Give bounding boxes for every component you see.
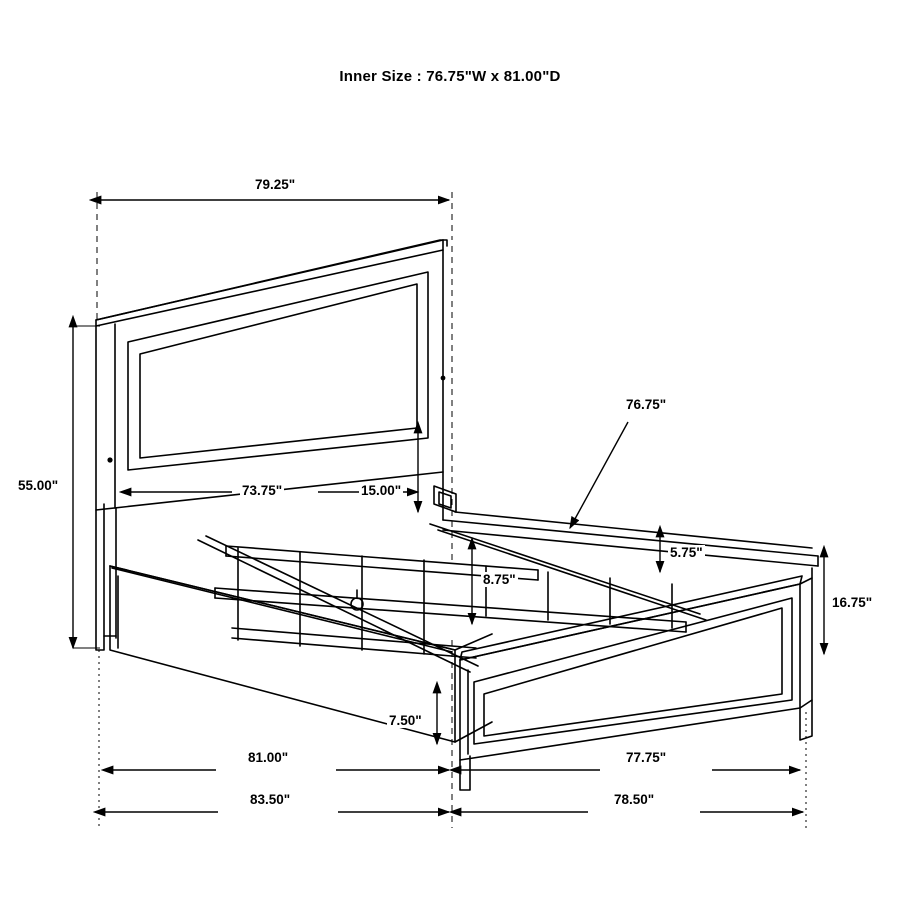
- extension-lines: [97, 192, 806, 828]
- dimension-label-headboard-width: 79.25": [255, 177, 296, 192]
- dimension-label-side-rail-length: 81.00": [248, 750, 289, 765]
- dimension-label-clearance: 7.50": [389, 713, 422, 728]
- dimension-label-rail-to-top-rail: 15.00": [361, 483, 402, 498]
- dimension-label-slat-depth: 76.75": [626, 397, 667, 412]
- dimension-label-headboard-panel-width: 73.75": [242, 483, 283, 498]
- dimension-label-overall-length: 83.50": [250, 792, 291, 807]
- dimension-label-overall-width: 78.50": [614, 792, 655, 807]
- bed-drawing: [96, 240, 818, 790]
- dimension-label-rail-height-small: 5.75": [670, 545, 703, 560]
- dimension-label-headboard-height: 55.00": [18, 478, 59, 493]
- page-title: Inner Size : 76.75"W x 81.00"D: [339, 68, 561, 85]
- dimension-label-footboard-width: 77.75": [626, 750, 667, 765]
- dimension-label-deck-height: 8.75": [483, 572, 516, 587]
- dimension-label-footboard-height: 16.75": [832, 595, 873, 610]
- dimension-lines: [73, 200, 824, 812]
